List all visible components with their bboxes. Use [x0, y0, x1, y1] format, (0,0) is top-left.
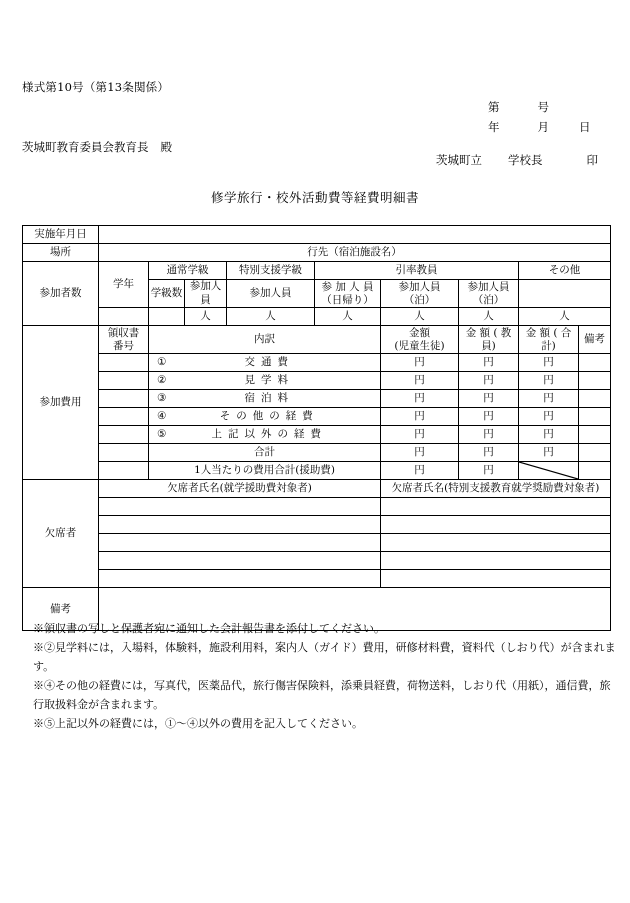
table-row-absentee-entry [23, 570, 611, 588]
destination-label: 行先（宿泊施設名） [99, 244, 611, 262]
table-row-absentee-entry [23, 534, 611, 552]
expense-per-person-label: 1人当たりの費用合計(援助費) [149, 462, 381, 480]
header-normal-member-count: 参加人員 [185, 280, 227, 308]
month-label: 月 [537, 120, 549, 134]
value-receipt-number[interactable] [99, 390, 149, 408]
expense-detail-table [22, 225, 611, 631]
header-special-class: 特別支援学級 [227, 262, 315, 280]
table-row-expense-item [23, 408, 611, 426]
year-label: 年 [488, 120, 500, 134]
header-amount-teacher-line2: 員) [481, 339, 496, 352]
header-amount-total-line1: 金 額 ( 合 [525, 327, 572, 340]
table-row-absentee-header [23, 480, 611, 498]
table-row-participants-header-1 [23, 262, 611, 280]
value-special-member-count[interactable]: 人 [227, 308, 315, 326]
school-prefix: 茨城町立 [436, 153, 482, 167]
value-per-person-student[interactable]: 円 [381, 462, 459, 480]
header-amount-teacher [459, 326, 519, 354]
expense-item-number: ④ [157, 410, 167, 423]
value-teacher-stay-count-b[interactable]: 人 [459, 308, 519, 326]
value-amount-total[interactable]: 円 [519, 408, 579, 426]
header-class-count: 学級数 [149, 280, 185, 308]
absentee-right-entry[interactable] [381, 552, 611, 570]
form-number: 様式第10号（第13条関係） [22, 80, 170, 94]
row-label-place: 場所 [23, 244, 99, 262]
school-signature-line [436, 152, 598, 168]
absentee-right-entry[interactable] [381, 534, 611, 552]
expense-item-name: 見学料 [244, 374, 294, 387]
expense-item-name: その他の経費 [219, 410, 319, 423]
absentee-right-entry[interactable] [381, 570, 611, 588]
value-receipt-number[interactable] [99, 426, 149, 444]
value-expense-remarks[interactable] [579, 372, 611, 390]
header-receipt-number [99, 326, 149, 354]
header-amount-student [381, 326, 459, 354]
absentee-left-entry[interactable] [99, 516, 381, 534]
value-amount-student[interactable]: 円 [381, 354, 459, 372]
absentee-left-entry[interactable] [99, 570, 381, 588]
addressee-honorific: 殿 [160, 140, 172, 154]
row-label-participants: 参加者数 [23, 262, 99, 326]
header-teacher-stay-a-line2: （泊） [403, 293, 436, 306]
value-amount-student[interactable]: 円 [381, 372, 459, 390]
header-expense-remarks: 備考 [579, 326, 611, 354]
absentee-right-entry[interactable] [381, 498, 611, 516]
header-teacher-group: 引率教員 [315, 262, 519, 280]
value-normal-member-count[interactable]: 人 [185, 308, 227, 326]
value-amount-teacher[interactable]: 円 [459, 408, 519, 426]
header-receipt-number-line1: 領収書 [107, 327, 140, 340]
header-absentee-right: 欠席者氏名(特別支援教育就学奨励費対象者) [381, 480, 611, 498]
header-other: その他 [519, 262, 611, 280]
footnote-item: ※⑤上記以外の経費には，①～④以外の費用を記入してください。 [33, 716, 363, 730]
value-amount-teacher[interactable]: 円 [459, 372, 519, 390]
expense-item-label [149, 426, 381, 444]
value-expense-remarks[interactable] [579, 462, 611, 480]
value-expense-remarks[interactable] [579, 390, 611, 408]
absentee-right-entry[interactable] [381, 516, 611, 534]
header-normal-class: 通常学級 [149, 262, 227, 280]
expense-item-number: ③ [157, 392, 167, 405]
value-expense-remarks[interactable] [579, 444, 611, 462]
table-row-implementation-date [23, 226, 611, 244]
value-total-teacher[interactable]: 円 [459, 444, 519, 462]
header-teacher-stay-a-line1: 参加人員 [398, 281, 441, 293]
value-teacher-daytrip-count[interactable]: 人 [315, 308, 381, 326]
absentee-left-entry[interactable] [99, 552, 381, 570]
value-amount-total[interactable]: 円 [519, 372, 579, 390]
value-amount-teacher[interactable]: 円 [459, 354, 519, 372]
header-receipt-number-line2: 番号 [113, 339, 134, 352]
header-grade: 学年 [99, 262, 149, 308]
header-amount-student-line1: 金額 [409, 327, 430, 340]
value-amount-total[interactable]: 円 [519, 354, 579, 372]
value-receipt-number[interactable] [99, 462, 149, 480]
day-label: 日 [579, 120, 591, 134]
header-amount-student-line2: (児童生徒) [394, 339, 445, 352]
implementation-date-value[interactable] [99, 226, 611, 244]
value-amount-teacher[interactable]: 円 [459, 390, 519, 408]
expense-item-label [149, 372, 381, 390]
value-per-person-teacher[interactable]: 円 [459, 462, 519, 480]
seal-label: 印 [586, 153, 598, 167]
table-row-expense-item [23, 390, 611, 408]
expense-item-label [149, 408, 381, 426]
header-amount-total-line2: 計) [541, 339, 556, 352]
value-teacher-stay-count-a[interactable]: 人 [381, 308, 459, 326]
table-row-expense-item [23, 354, 611, 372]
table-row-expense-total [23, 444, 611, 462]
row-label-expenses: 参加費用 [23, 326, 99, 480]
value-other-count[interactable]: 人 [519, 308, 611, 326]
date-line [488, 119, 591, 135]
value-receipt-number[interactable] [99, 444, 149, 462]
header-amount-total [519, 326, 579, 354]
table-row-participants-values [23, 308, 611, 326]
value-amount-student[interactable]: 円 [381, 390, 459, 408]
table-row-expense-per-person [23, 462, 611, 480]
header-teacher-daytrip-line1: 参 加 人 員 [321, 281, 374, 293]
row-label-remarks: 備考 [23, 588, 99, 631]
header-teacher-stay-b-line1: 参加人員 [467, 281, 510, 293]
header-amount-teacher-line1: 金 額 ( 教 [465, 327, 512, 340]
header-other-blank [519, 280, 611, 308]
expense-item-name: 交通費 [244, 356, 294, 369]
school-title: 学校長 [508, 153, 543, 167]
expense-item-name: 宿泊料 [244, 392, 294, 405]
value-receipt-number[interactable] [99, 372, 149, 390]
document-number-prefix: 第 [488, 100, 500, 114]
value-amount-teacher[interactable]: 円 [459, 426, 519, 444]
header-special-member-count: 参加人員 [227, 280, 315, 308]
table-row-absentee-entry [23, 498, 611, 516]
value-amount-total[interactable]: 円 [519, 426, 579, 444]
header-teacher-daytrip-line2: （日帰り） [321, 293, 374, 306]
expense-item-number: ① [157, 356, 167, 369]
page-title: 修学旅行・校外活動費等経費明細書 [210, 190, 419, 205]
header-teacher-daytrip-count [315, 280, 381, 308]
table-row-absentee-entry [23, 516, 611, 534]
footnote-item: ※②見学料には，入場料，体験料，施設利用料，案内人（ガイド）費用，研修材料費，資料代（しおり代）が含まれます。 [33, 640, 616, 673]
value-class-count[interactable] [149, 308, 185, 326]
value-amount-total[interactable]: 円 [519, 390, 579, 408]
addressee-name: 茨城町教育委員会教育長 [22, 140, 149, 154]
expense-item-label [149, 390, 381, 408]
table-row-absentee-entry [23, 552, 611, 570]
absentee-left-entry[interactable] [99, 534, 381, 552]
footnote-item: ※④その他の経費には，写真代，医薬品代，旅行傷害保険料，添乗員経費，荷物送料，しおり代（用紙），通信費，旅行取扱料金が含まれます。 [33, 678, 611, 711]
absentee-left-entry[interactable] [99, 498, 381, 516]
row-label-implementation-date: 実施年月日 [23, 226, 99, 244]
value-total-combined[interactable]: 円 [519, 444, 579, 462]
expense-item-number: ② [157, 374, 167, 387]
header-teacher-stay-count-b [459, 280, 519, 308]
footnote-item: ※領収書の写しと保護者宛に通知した会計報告書を添付してください。 [33, 622, 385, 635]
value-expense-remarks[interactable] [579, 408, 611, 426]
addressee-line [22, 139, 172, 155]
expense-item-label [149, 354, 381, 372]
value-grade[interactable] [99, 308, 149, 326]
expense-item-name: 上記以外の経費 [211, 428, 327, 441]
document-number-suffix: 号 [537, 100, 549, 114]
expense-item-number: ⑤ [157, 428, 167, 441]
value-amount-student[interactable]: 円 [381, 426, 459, 444]
footnotes [20, 620, 616, 733]
table-row-place [23, 244, 611, 262]
expense-total-label: 合計 [149, 444, 381, 462]
document-number-line [488, 99, 549, 115]
row-label-absentees: 欠席者 [23, 480, 99, 588]
value-amount-student[interactable]: 円 [381, 408, 459, 426]
header-teacher-stay-b-line2: （泊） [472, 293, 505, 306]
value-expense-remarks[interactable] [579, 426, 611, 444]
table-row-expense-item [23, 372, 611, 390]
value-receipt-number[interactable] [99, 408, 149, 426]
table-row-expense-item [23, 426, 611, 444]
value-receipt-number[interactable] [99, 354, 149, 372]
cell-struck-out [519, 462, 579, 480]
header-absentee-left: 欠席者氏名(就学援助費対象者) [99, 480, 381, 498]
table-row-expense-header [23, 326, 611, 354]
value-expense-remarks[interactable] [579, 354, 611, 372]
header-teacher-stay-count-a [381, 280, 459, 308]
header-breakdown: 内訳 [149, 326, 381, 354]
value-total-student[interactable]: 円 [381, 444, 459, 462]
